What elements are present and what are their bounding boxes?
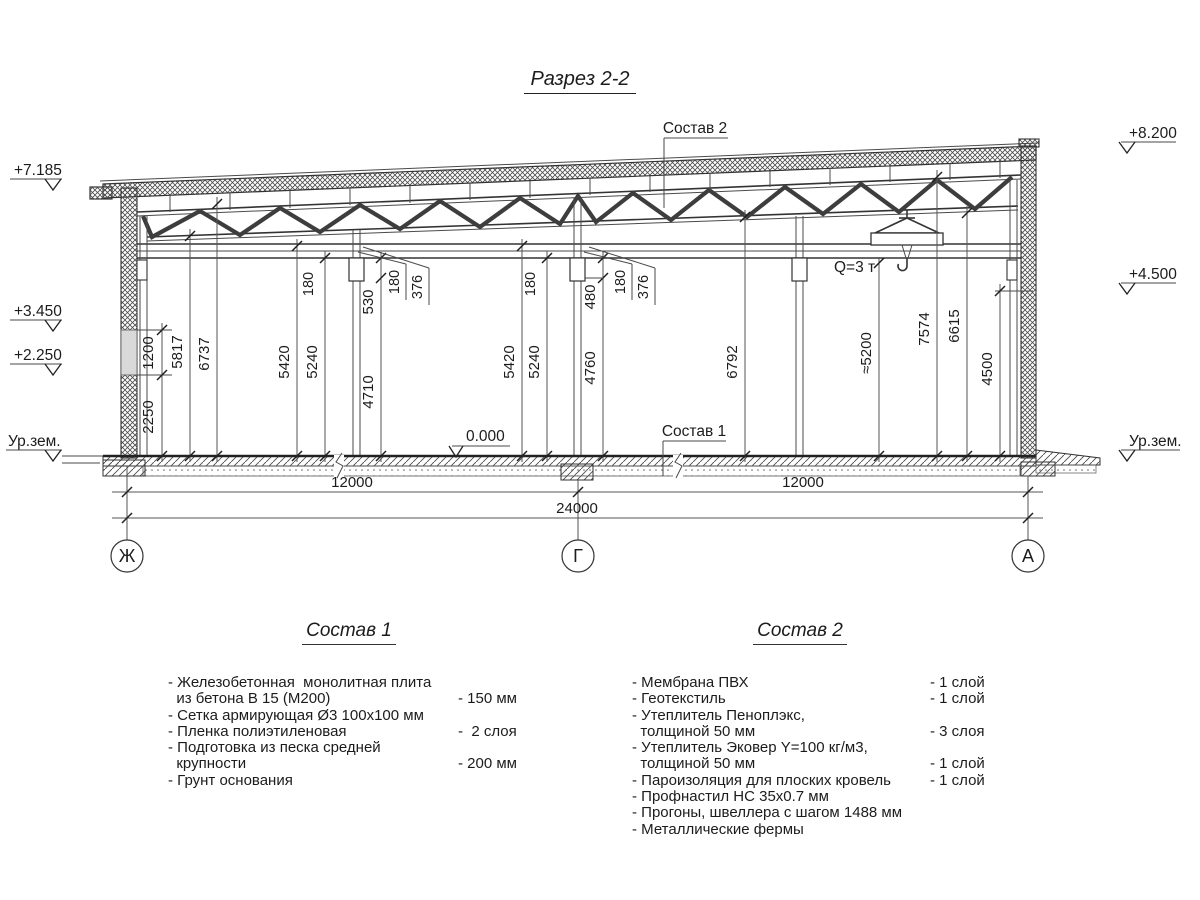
post-anchor-right-bay [792, 258, 807, 281]
drawing-title-text: Разрез 2-2 [524, 68, 635, 94]
legend2-row: - Утеплитель Пеноплэкс, [632, 706, 805, 724]
legend-sostav1 [168, 620, 530, 789]
legend2-row: толщиной 50 мм - 3 слоя [632, 722, 985, 740]
hoist [871, 210, 943, 271]
elevation-4500-mark [1119, 266, 1177, 294]
dim-4500: 4500 [979, 352, 996, 386]
legend1-title: Состав 1 [168, 620, 530, 645]
svg-text:+3.450: +3.450 [14, 303, 62, 320]
dim-180-left: 180 [301, 271, 317, 297]
elevation-8200 [1119, 125, 1177, 153]
legend2-row: - Мембрана ПВХ - 1 слой [632, 674, 985, 691]
crane-capacity-label: Q=3 т [834, 259, 876, 276]
elevation-2250 [10, 347, 62, 375]
dim-180-mid: 180 [523, 271, 539, 297]
left-wall-column-stub [137, 260, 147, 280]
dim-4710: 4710 [360, 375, 377, 409]
ramp [1036, 450, 1100, 465]
dim-5200: ≈5200 [858, 332, 875, 374]
dim-480: 480 [582, 284, 599, 310]
dim-2250: 2250 [140, 400, 157, 434]
legend2-row: толщиной 50 мм - 1 слой [632, 755, 985, 773]
dim-6792: 6792 [724, 345, 741, 379]
dim-376-leader-left: 376 [410, 274, 426, 300]
axis-label-g: Г [573, 546, 583, 566]
left-wall-panel [121, 188, 137, 458]
dim-bay1: 12000 [331, 474, 373, 491]
right-wall-panel [1021, 146, 1036, 458]
legend2-title: Состав 2 [632, 620, 1002, 645]
dim-180-leader-left: 180 [387, 269, 403, 295]
legend-sostav2 [632, 620, 1002, 838]
elevation-zero [449, 428, 510, 457]
roof-left-endcap [90, 187, 112, 199]
legend1-row: - Подготовка из песка средней [168, 739, 381, 757]
legend2-row: - Прогоны, швеллера с шагом 1488 мм [632, 804, 903, 822]
svg-text:+2.250: +2.250 [14, 347, 62, 364]
dim-5420-left: 5420 [276, 345, 293, 379]
dim-5817: 5817 [169, 335, 186, 369]
legend1-row: - Железобетонная монолитная плита [168, 674, 432, 691]
legend1-row: - Сетка армирующая Ø3 100х100 мм [168, 706, 424, 724]
svg-text:+7.185: +7.185 [14, 162, 62, 179]
left-wall-window-band [121, 330, 137, 375]
dim-4760: 4760 [582, 351, 599, 385]
hoist-hook [898, 258, 907, 271]
dim-5420-mid: 5420 [501, 345, 518, 379]
right-wall-column-stub [1007, 260, 1017, 280]
dim-total: 24000 [556, 500, 598, 517]
legend2-row: - Геотекстиль - 1 слой [632, 690, 985, 708]
dim-6615: 6615 [946, 309, 963, 343]
runway-beam [137, 244, 1021, 258]
foundation-axis-g [561, 464, 593, 480]
dim-6737: 6737 [196, 337, 213, 371]
legend2-row: - Утеплитель Эковер Y=100 кг/м3, [632, 739, 868, 757]
legend1-row: - Грунт основания [168, 771, 293, 789]
column-anchor-axis-g [570, 258, 585, 281]
post-anchor-left-bay [349, 258, 364, 281]
legend1-row: - Пленка полиэтиленовая - 2 слоя [168, 722, 517, 740]
legend1-row: крупности - 200 мм [168, 755, 517, 773]
legend2-row: - Профнастил НС 35х0.7 мм [632, 788, 829, 806]
elevation-ground-right [1119, 433, 1182, 461]
svg-text:Ур.зем.: Ур.зем. [1129, 433, 1182, 450]
roof [90, 139, 1039, 199]
svg-text:Состав 1: Состав 1 [661, 423, 727, 440]
svg-text:Состав 2: Состав 2 [662, 120, 728, 137]
middle-columns [349, 198, 807, 456]
dim-7574: 7574 [916, 312, 933, 346]
foundation-left [103, 460, 145, 476]
dim-1200: 1200 [140, 336, 157, 370]
dim-5240-mid: 5240 [526, 345, 543, 379]
legend2-row: - Металлические фермы [632, 820, 804, 838]
axis-label-zh: Ж [118, 546, 136, 566]
hoist-trolley [871, 233, 943, 245]
svg-text:0.000: 0.000 [466, 428, 505, 445]
elevation-3450 [10, 303, 62, 331]
axis-markers [111, 540, 1044, 572]
dim-530: 530 [360, 289, 377, 315]
svg-text:+4.500: +4.500 [1129, 266, 1177, 283]
horizontal-dimensions [111, 466, 1044, 572]
axis-label-a: А [1021, 546, 1035, 566]
svg-text:Ур.зем.: Ур.зем. [8, 433, 61, 450]
elevation-ground-left [6, 433, 62, 461]
dim-bay2: 12000 [782, 474, 824, 491]
roof-insulation-band [103, 146, 1036, 198]
right-wall [1007, 146, 1036, 458]
elevation-7185 [10, 162, 62, 190]
legend2-row: - Пароизоляция для плоских кровель - 1 слой [632, 771, 985, 789]
dim-180-leader-mid: 180 [613, 269, 629, 295]
legend1-row: из бетона В 15 (М200) - 150 мм [168, 690, 517, 708]
dim-5240-left: 5240 [304, 345, 321, 379]
svg-text:+8.200: +8.200 [1129, 125, 1177, 142]
dim-376-leader-mid: 376 [636, 274, 652, 300]
